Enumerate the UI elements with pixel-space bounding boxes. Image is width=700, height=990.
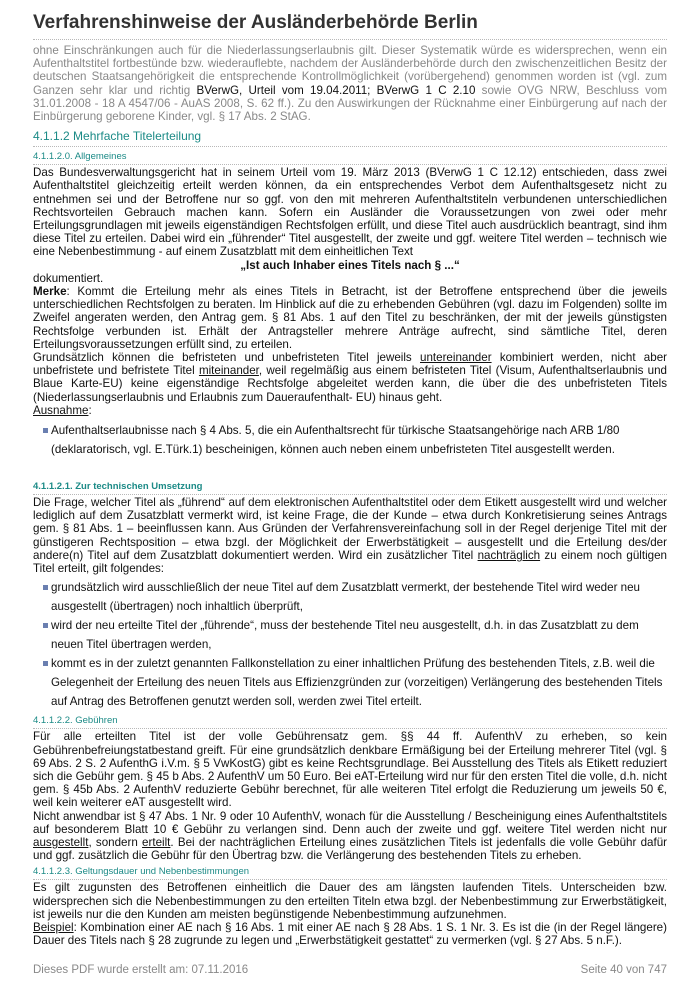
gebuehren-paragraph-2	[33, 810, 667, 863]
gebuehren-paragraph-1: Für alle erteilten Titel ist der volle Gebührensatz gem. §§ 44 ff. AufenthV zu erheben, so kein Gebührenbefreiungstatbestand greift. Für eine grundsätzlich denkbare Ermäßigung bei der Erteilung mehrerer Titel (vgl. § 69 Abs. 2 S. 2 AufenthG i.V.m. § 5 VwKostG) gibt es keine Rechtsgrundlage. Bei Ausstellung des Titels als Etikett reduziert sich die Gebühr gem. § 45 b Abs. 2 AufenthV um 50 Euro. Bei eAT-Erteilung wird nur für den ersten Titel die volle, d.h. nicht gem. § 45b Abs. 2 AufenthV reduzierte Gebühr berechnet, für alle weiteren Titel erfolgt die Reduzierung um jeweils 50 €, weil kein weiterer eAT ausgestellt wird.	[33, 730, 667, 810]
gebuehren-text-c: . Bei der nachträglichen Erteilung eines zusätzlichen Titels ist jedenfalls die volle Gebühr dafür und ggf. zusätzlich die Gebühr für den Übertrag bzw. die Verlängerung des bestehenden Titels zu erheben.	[33, 835, 668, 863]
intro-text-a: ohne Einschränkungen auch für die Niederlassungserlaubnis gilt. Dieser Systematik würde es widersprechen, wenn ein Aufenthaltstitel fortbestünde bzw. wiederauflebte, nachdem der Ausländerbehörde durch den zwischenzeitlichen Besitz der deutschen Staatsangehörigkeit die entsprechende Kontrollmöglichkeit (vorübergehend) genommen worden ist (vgl. zum Ganzen sehr klar und richtig	[33, 44, 667, 97]
footer-page-number: Seite 40 von 747	[580, 964, 667, 976]
list-item	[45, 578, 667, 616]
ausgestellt-underlined: ausgestellt	[33, 835, 89, 849]
untereinander-underlined: untereinander	[420, 351, 492, 365]
footer-created: Dieses PDF wurde erstellt am: 07.11.2016	[33, 964, 249, 976]
list-item	[45, 654, 667, 711]
beispiel-label: Beispiel	[33, 920, 74, 934]
beispiel-text: : Kombination einer AE nach § 16 Abs. 1 mit einer AE nach § 28 Abs. 1 S. 1 Nr. 3. Es ist die (in der Regel längere) Dauer des Titels nach § 28 zugrunde zu legen und „Erwerbstätigkeit gestattet“ zu vermerken (vgl. § 27 Abs. 5 n.F.).	[33, 920, 667, 948]
list-item	[45, 421, 667, 459]
allgemeines-paragraph-1: Das Bundesverwaltungsgericht hat in seinem Urteil vom 19. März 2013 (BVerwG 1 C 12.12) entschieden, dass zwei Aufenthaltstitel gleichzeitig erteilt werden können, da ein entsprechendes Verbot dem Aufenthaltsgesetz nicht zu entnehmen sei und der Betroffene nur so ggf. von den mit mehreren Aufenthaltstiteln verbundenen unterschiedlichen Rechtsvorteilen Gebrauch machen kann. Sofern ein Ausländer die Voraussetzungen von zwei oder mehr Erteilungsgrundlagen mit jeweils eigenständigen Rechtsfolgen erfüllt, und diese Titel auch ausdrücklich beantragt, sind ihm diese Titel zu erteilen. Dabei wird ein „führender“ Titel ausgestellt, der zweite und ggf. weitere Titel werden – technisch wie eine Nebenbestimmung - auf einem Zusatzblatt mit dem einheitlichen Text	[33, 166, 667, 259]
list-item-text: Aufenthaltserlaubnisse nach § 4 Abs. 5, die ein Aufenthaltsrecht für türkische Staatsangehörige nach ARB 1/80 (deklaratorisch, vgl. E.Türk.1) bescheinigen, können auch neben einem unbefristeten Titel ausgestellt werden.	[51, 424, 620, 457]
ausnahme-label: Ausnahme	[33, 403, 89, 417]
square-bullet-icon	[43, 585, 48, 590]
square-bullet-icon	[43, 623, 48, 628]
combination-text-a: Grundsätzlich können die befristeten und unbefristeten Titel jeweils	[33, 351, 420, 365]
square-bullet-icon	[43, 428, 48, 433]
miteinander-underlined: miteinander	[198, 364, 259, 378]
merke-label: Merke	[33, 285, 67, 299]
technisch-paragraph	[33, 496, 667, 575]
combination-text-c: , weil regelmäßig aus einem befristeten Titel (Visum, Aufenthaltserlaubnis und Blaue Karte-EU) keine eigenständige Rechtsfolge abgeleitet werden kann, die über die des unbefristeten Titels (Niederlassungserlaubnis und Erlaubnis zum Daueraufenthalt- EU) hinaus geht.	[33, 364, 668, 404]
ausnahme-list	[33, 421, 667, 459]
subheading-gebuehren: 4.1.1.2.2. Gebühren	[33, 714, 667, 729]
list-item-text: wird der neu erteilte Titel der „führende“, muss der bestehende Titel neu ausgestellt, d.h. in das Zusatzblatt zu dem neuen Titel übertragen werden,	[51, 619, 639, 652]
intro-court-ref: BVerwG, Urteil vom 19.04.2011; BVerwG 1 C 2.10	[196, 83, 476, 97]
technisch-text-b: zu einem noch gültigen Titel erteilt, gilt folgendes:	[33, 548, 667, 576]
subheading-allgemeines: 4.1.1.2.0. Allgemeines	[33, 150, 667, 165]
gebuehren-text-b: , sondern	[88, 835, 143, 849]
technisch-text-a: Die Frage, welcher Titel als „führend“ auf dem elektronischen Aufenthaltstitel oder dem Etikett ausgestellt wird und welcher lediglich auf dem Zusatzblatt vermerkt wird, ist keine Frage, die der Kunde – etwa durch Konkretisierung seines Antrags gem. § 81 Abs. 1 – beeinflussen kann. Aus Gründen der Verfahrensvereinfachung soll in der Regel derjenige Titel mit der günstigeren Rechtsposition – etwa bzgl. der Möglichkeit der Erwerbstätigkeit – ausgestellt und die Erteilung des/der andere(n) Titel auf dem Zusatzblatt dokumentiert werden. Wird ein zusätzlicher Titel	[33, 496, 667, 562]
list-item-text: kommt es in der zuletzt genannten Fallkonstellation zu einer inhaltlichen Prüfung des bestehenden Titels, z.B. weil die Gelegenheit der Erteilung des neuen Titels aus Effizienzgründen zur (vorzeitigen) Verlängerung des bestehenden Titels auf Antrag des Betroffenen genutzt werden soll, werden zwei Titel erteilt.	[51, 657, 663, 709]
combination-text-b: kombiniert werden, nicht aber unbefristete und befristete Titel	[33, 351, 667, 378]
beispiel-paragraph	[33, 921, 667, 947]
section-heading-4112: 4.1.1.2 Mehrfache Titelerteilung	[33, 128, 667, 147]
nachtraeglich-underlined: nachträglich	[477, 548, 541, 562]
intro-text-c: sowie OVG NRW, Beschluss vom 31.01.2008 - 18 A 4547/06 - AuAS 2008, S. 62 ff.). Zu den Auswirkungen der Rücknahme einer Einbürgerung auf nach der Einbürgerung geborene Kinder, vgl. § 17 Abs. 2 StAG.	[33, 83, 667, 124]
ausnahme-line	[33, 404, 667, 417]
combination-paragraph	[33, 351, 667, 404]
gebuehren-text-a: Nicht anwendbar ist § 47 Abs. 1 Nr. 9 oder 10 AufenthV, wonach für die Ausstellung / Bescheinigung eines Aufenthaltstitels auf besonderem Blatt 10 € Gebühr zu verlangen sind. Denn auch der zweite und ggf. weitere Titel werden nicht nur	[33, 809, 667, 836]
quote-line: „Ist auch Inhaber eines Titels nach § ...“	[240, 258, 460, 272]
list-item	[45, 616, 667, 654]
square-bullet-icon	[43, 661, 48, 666]
erteilt-underlined: erteilt	[142, 835, 171, 849]
list-item-text: grundsätzlich wird ausschließlich der neue Titel auf dem Zusatzblatt vermerkt, der bestehende Titel wird weder neu ausgestellt (übertragen) noch inhaltlich überprüft,	[51, 581, 640, 614]
subheading-geltungsdauer: 4.1.1.2.3. Geltungsdauer und Nebenbestimmungen	[33, 865, 667, 880]
after-quote: dokumentiert.	[33, 271, 104, 285]
technisch-list	[33, 578, 667, 711]
ausnahme-colon: :	[88, 403, 92, 417]
merke-paragraph	[33, 285, 667, 351]
page-title: Verfahrenshinweise der Ausländerbehörde Berlin	[33, 10, 667, 40]
subheading-technische-umsetzung: 4.1.1.2.1. Zur technischen Umsetzung	[33, 480, 667, 495]
merke-text: : Kommt die Erteilung mehr als eines Titels in Betracht, ist der Betroffene entsprechend über die jeweils unterschiedlichen Rechtsfolgen zu beraten. Im Hinblick auf die zu erhebenden Gebühren (vgl. dazu im Folgenden) sollte im Zweifel angeraten werden, den Antrag gem. § 81 Abs. 1 auf den Titel zu beschränken, der mit der jeweils günstigsten Rechtsfolge verbunden ist. Erhält der Antragsteller mehrere Anträge aufrecht, sind sämtliche Titel, deren Erteilungsvoraussetzungen erfüllt sind, zu erteilen.	[33, 285, 667, 351]
intro-paragraph	[33, 44, 667, 123]
geltung-paragraph: Es gilt zugunsten des Betroffenen einheitlich die Dauer des am längsten laufenden Titels. Unterscheiden bzw. widersprechen sich die Nebenbestimmungen zu den erteilten Titeln etwa bzgl. der Nebenbestimmung zur Erwerbstätigkeit, ist jeweils nur die den Kunden am meisten begünstigende Nebenbestimmung aufzunehmen.	[33, 881, 667, 921]
